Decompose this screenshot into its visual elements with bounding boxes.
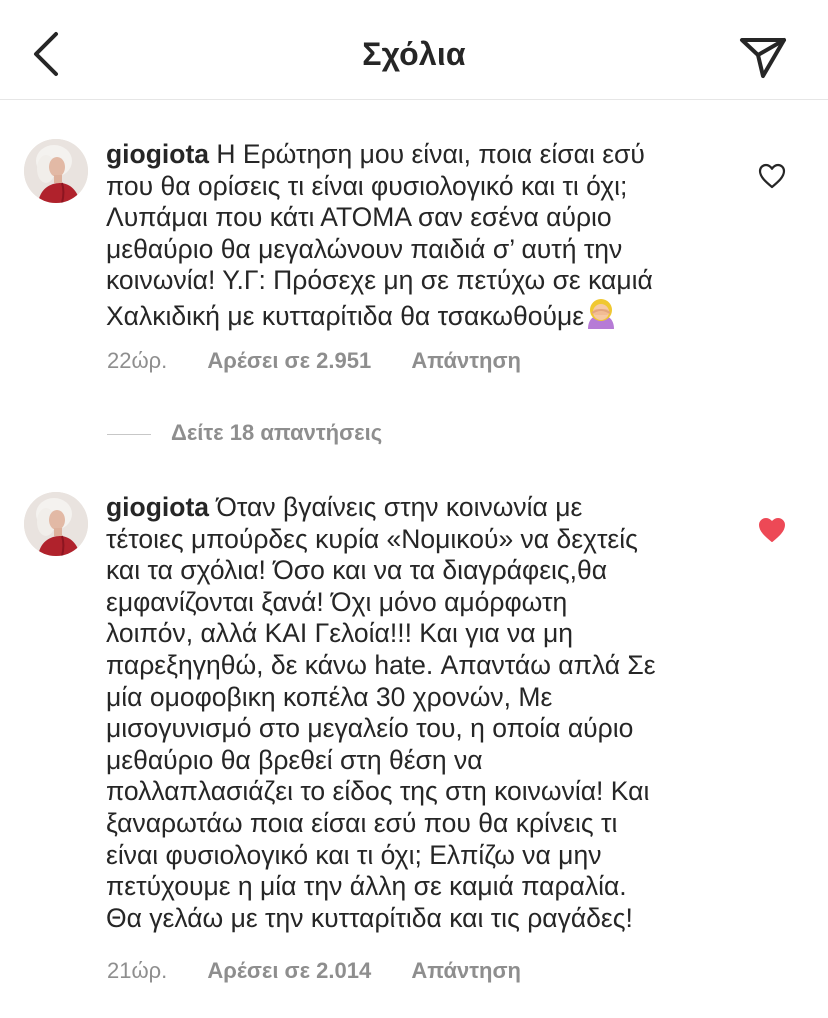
comment-text bbox=[106, 492, 726, 934]
comment-line-text: Χαλκιδική με κυτταρίτιδα θα τσακωθούμε bbox=[106, 300, 585, 331]
profile-photo bbox=[24, 492, 88, 556]
comment-line: μεθαύριο θα βρεθεί στη θέση να bbox=[106, 744, 483, 775]
avatar[interactable] bbox=[24, 139, 88, 203]
comment-meta bbox=[107, 958, 521, 984]
paper-plane-icon bbox=[736, 30, 792, 82]
comment-line: παρεξηγηθώ, δε κάνω hate. Απαντάω απλά Σε bbox=[106, 649, 656, 680]
reply-button[interactable]: Απάντηση bbox=[411, 348, 521, 373]
comment-time: 21ώρ. bbox=[107, 958, 168, 983]
comment-text bbox=[106, 139, 726, 333]
avatar[interactable] bbox=[24, 492, 88, 556]
comment-line bbox=[106, 139, 726, 171]
comment-line bbox=[106, 297, 726, 333]
comment-likes[interactable]: Αρέσει σε 2.014 bbox=[207, 958, 372, 983]
comment-line: πετύχουμε η μία την άλλη σε καμιά παραλία. bbox=[106, 871, 627, 902]
comment-line-text: Όταν βγαίνεις στην κοινωνία με bbox=[209, 492, 583, 522]
header-bar bbox=[0, 0, 828, 100]
comment-time: 22ώρ. bbox=[107, 348, 168, 373]
comment-line: μεθαύριο θα μεγαλώνουν παιδιά σ’ αυτή την bbox=[106, 233, 623, 264]
comment-username[interactable]: giogiota bbox=[106, 139, 210, 169]
comment-line: είναι φυσιολογικό και τι όχι; Ελπίζω να μην bbox=[106, 839, 602, 870]
comment-line bbox=[106, 492, 726, 524]
heart-icon bbox=[757, 516, 787, 544]
reply-button[interactable]: Απάντηση bbox=[411, 958, 521, 983]
comment-line: κοινωνία! Υ.Γ: Πρόσεχε μη σε πετύχω σε καμιά bbox=[106, 265, 653, 296]
comment-line: μισογυνισμό στο μεγαλείο του, η οποία αύριο bbox=[106, 713, 634, 744]
comment-line: και τα σχόλια! Όσο και να τα διαγράφεις,θα bbox=[106, 555, 608, 586]
comment-username[interactable]: giogiota bbox=[106, 492, 210, 522]
comment-line: που θα ορίσεις τι είναι φυσιολογικό και τι όχι; bbox=[106, 170, 628, 201]
comment-line: εμφανίζονται ξανά! Όχι μόνο αμόρφωτη bbox=[106, 586, 568, 617]
like-button[interactable] bbox=[757, 162, 787, 190]
profile-photo bbox=[24, 139, 88, 203]
comment-line: τέτοιες μπούρδες κυρία «Νομικού» να δεχτείς bbox=[106, 523, 638, 554]
comment-meta bbox=[107, 348, 521, 374]
comment-line: Θα γελάω με την κυτταρίτιδα και τις ραγάδες! bbox=[106, 902, 633, 933]
woman-facepalming-emoji bbox=[584, 297, 618, 327]
like-button[interactable] bbox=[757, 516, 787, 544]
view-replies-label: Δείτε 18 απαντήσεις bbox=[171, 420, 383, 445]
comment-line: πολλαπλασιάζει το είδος της στη κοινωνία! Και bbox=[106, 776, 650, 807]
comment-line: ξαναρωτάω ποια είσαι εσύ που θα κρίνεις τι bbox=[106, 807, 618, 838]
view-replies-button[interactable] bbox=[107, 420, 382, 448]
comment-line-text: Η Ερώτηση μου είναι, ποια είσαι εσύ bbox=[209, 139, 645, 169]
page-title: Σχόλια bbox=[362, 36, 466, 72]
comment-line: Λυπάμαι που κάτι ΑΤΟΜΑ σαν εσένα αύριο bbox=[106, 202, 612, 233]
heart-icon bbox=[757, 162, 787, 190]
share-button[interactable] bbox=[736, 30, 792, 82]
replies-divider bbox=[107, 434, 151, 435]
comment-line: λοιπόν, αλλά ΚΑΙ Γελοία!!! Και για να μη bbox=[106, 618, 573, 649]
comment-likes[interactable]: Αρέσει σε 2.951 bbox=[207, 348, 372, 373]
comment-line: μία ομοφοβικη κοπέλα 30 χρονών, Με bbox=[106, 681, 553, 712]
